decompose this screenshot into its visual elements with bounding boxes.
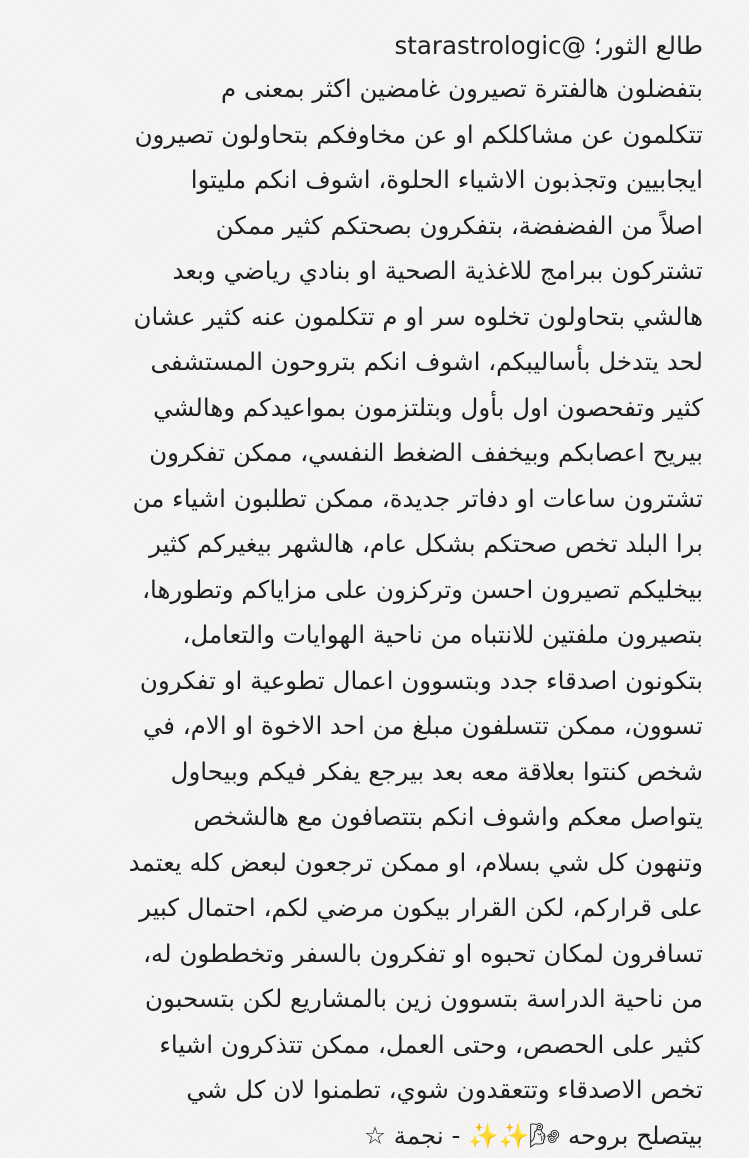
note-line: تسافرون لمكان تحبوه او تفكرون بالسفر وتخططون له، <box>18 931 703 977</box>
note-line: ايجابيين وتجذبون الاشياء الحلوة، اشوف انكم مليتوا <box>18 157 703 203</box>
note-line: كثير على الحصص، وحتى العمل، ممكن تتذكرون اشياء <box>18 1022 703 1068</box>
note-title: طالع الثور؛ @starastrologic <box>18 26 703 66</box>
note-line: وتنهون كل شي بسلام، او ممكن ترجعون لبعض كله يعتمد <box>18 840 703 886</box>
note-line: اصلاً من الفضفضة، بتفكرون بصحتكم كثير ممكن <box>18 203 703 249</box>
note-line: تشترون ساعات او دفاتر جديدة، ممكن تطلبون اشياء من <box>18 476 703 522</box>
note-line: بيريح اعصابكم وبيخفف الضغط النفسي، ممكن تفكرون <box>18 430 703 476</box>
note-line: تسوون، ممكن تتسلفون مبلغ من احد الاخوة او الام، في <box>18 703 703 749</box>
note-line: تشتركون ببرامج للاغذية الصحية او بنادي رياضي وبعد <box>18 248 703 294</box>
note-line: تخص الاصدقاء وتتعقدون شوي، تطمنوا لان كل شي <box>18 1067 703 1113</box>
note-text <box>18 26 703 1158</box>
note-line: بتفضلون هالفترة تصيرون غامضين اكثر بمعنى م <box>18 66 703 112</box>
note-line: يتواصل معكم واشوف انكم بتتصافون مع هالشخص <box>18 794 703 840</box>
note-line: من ناحية الدراسة بتسوون زين بالمشاريع لكن بتسحبون <box>18 976 703 1022</box>
note-line: بتصيرون ملفتين للانتباه من ناحية الهوايات والتعامل، <box>18 612 703 658</box>
note-line: بيخليكم تصيرون احسن وتركزون على مزاياكم وتطورها، <box>18 567 703 613</box>
note-line: بتكونون اصدقاء جدد وبتسوون اعمال تطوعية او تفكرون <box>18 658 703 704</box>
note-line: شخص كنتوا بعلاقة معه بعد بيرجع يفكر فيكم وبيحاول <box>18 749 703 795</box>
note-line: على قراركم، لكن القرار بيكون مرضي لكم، احتمال كبير <box>18 885 703 931</box>
note-line: هالشي بتحاولون تخلوه سر او م تتكلمون عنه كثير عشان <box>18 294 703 340</box>
note-line: لحد يتدخل بأساليبكم، اشوف انكم بتروحون المستشفى <box>18 339 703 385</box>
note-signature-line: بيتصلح بروحه 🌬✨✨ - نجمة ☆ <box>18 1113 703 1158</box>
note-line: تتكلمون عن مشاكلكم او عن مخاوفكم بتحاولون تصيرون <box>18 112 703 158</box>
note-line: برا البلد تخص صحتكم بشكل عام، هالشهر بيغيركم كثير <box>18 521 703 567</box>
note-line: كثير وتفحصون اول بأول وبتلتزمون بمواعيدكم وهالشي <box>18 385 703 431</box>
